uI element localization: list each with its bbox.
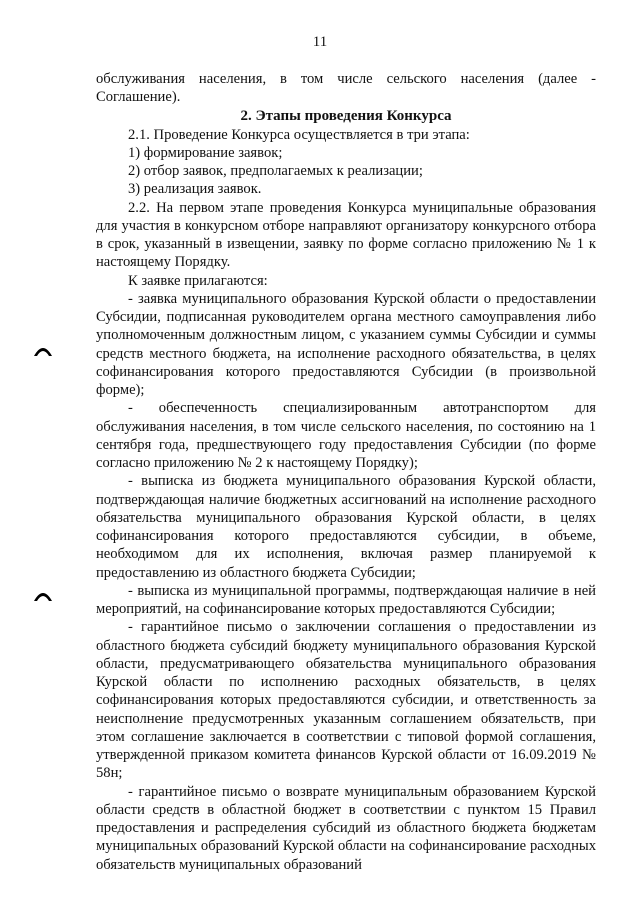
list-item-1: 1) формирование заявок; bbox=[128, 144, 283, 161]
binder-hole-mark-icon bbox=[32, 583, 54, 605]
attachment-item: - обеспеченность специализированным автотранспортом для обслуживания населения, в том числе сельского населения, по состоянию на 1 сентября года, предшествующего году предоставления Субсидии (по форме согласно приложению № 2 к настоящему Порядку); bbox=[96, 400, 596, 471]
attachment-item: - выписка из муниципальной программы, подтверждающая наличие в ней мероприятий, на софинансирование которых предоставляются Субсидии; bbox=[96, 582, 596, 617]
binder-hole-mark-icon bbox=[32, 338, 54, 360]
paragraph-continuation: обслуживания населения, в том числе сельского населения (далее - Соглашение). bbox=[96, 71, 596, 106]
paragraph-2-1: 2.1. Проведение Конкурса осуществляется в три этапа: bbox=[128, 126, 470, 143]
attachment-item: - гарантийное письмо о возврате муниципальным образованием Курской области средств в областной бюджет в соответствии с пунктом 15 Правил предоставления и распределения субсидий из областного бюджета бюджетам муниципальных образований Курской области на софинансирование расходных обязательств муниципальных образований bbox=[96, 783, 596, 873]
section-heading: 2. Этапы проведения Конкурса bbox=[240, 107, 452, 124]
attachments-intro: К заявке прилагаются: bbox=[128, 272, 268, 289]
paragraph-2-2: 2.2. На первом этапе проведения Конкурса муниципальные образования для участия в конкурсном отборе направляют организатору конкурсного отбора в срок, указанный в извещении, заявку по форме согласно приложению № 1 к настоящему Порядку. bbox=[96, 199, 596, 271]
list-item-2: 2) отбор заявок, предполагаемых к реализации; bbox=[128, 163, 423, 179]
attachment-item: - выписка из бюджета муниципального образования Курской области, подтверждающая наличие бюджетных ассигнований на исполнение расходного обязательства муниципального образования Курской области, в целях софинансирования которого предоставляются субсидии, в объеме, необходимом для их исполнения, включая размер планируемой к предоставлению из областного бюджета Субсидии; bbox=[96, 473, 596, 581]
page-number: 11 bbox=[312, 34, 328, 50]
document-body bbox=[96, 70, 596, 874]
attachment-item: - гарантийное письмо о заключении соглашения о предоставлении из областного бюджета субсидий бюджету муниципального образования Курской области, предусматривающего обязательства муниципального образования Курской области по исполнению расходных обязательств, в целях софинансирования которых предоставляются субсидии, и ответственность за неисполнение предусмотренных указанным соглашением обязательств, при этом соглашение заключается в соответствии с типовой формой соглашения, утвержденной приказом комитета финансов Курской области от 16.09.2019 № 58н; bbox=[96, 619, 596, 782]
list-item-3: 3) реализация заявок. bbox=[128, 181, 262, 198]
attachment-item: - заявка муниципального образования Курской области о предоставлении Субсидии, подписанная руководителем органа местного самоуправления либо уполномоченным должностным лицом, с указанием суммы Субсидии и суммы средств местного бюджета, на исполнение расходного обязательства, в целях софинансирования которого предоставляются Субсидии (в произвольной форме); bbox=[96, 290, 596, 398]
